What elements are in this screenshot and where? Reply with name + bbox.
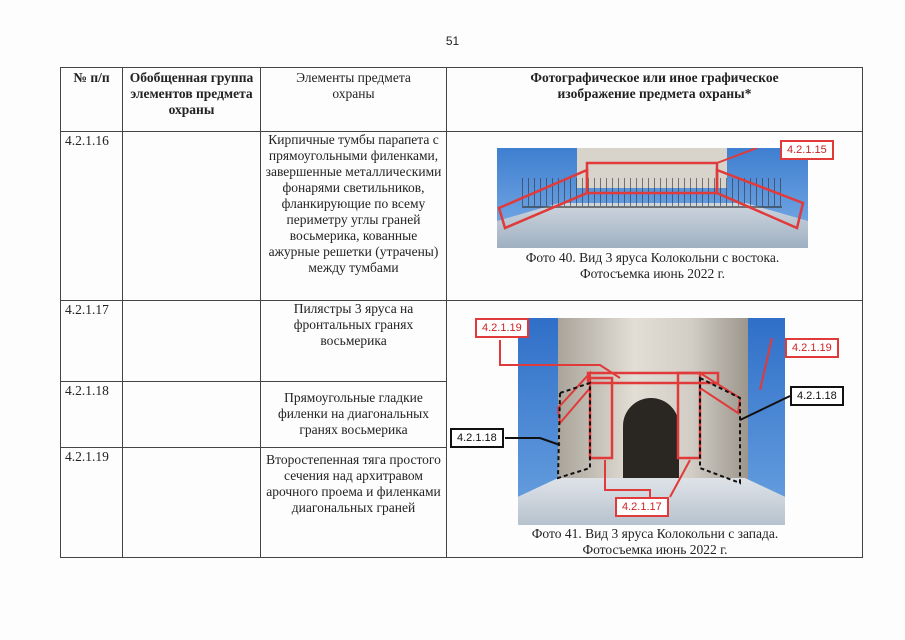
photo-caption: Фото 41. Вид 3 яруса Колокольни с запада. Фотосъемка июнь 2022 г. <box>531 526 779 557</box>
callout-tag: 4.2.1.19 <box>785 338 839 358</box>
row-group <box>122 131 261 301</box>
row-number: 4.2.1.18 <box>60 381 123 448</box>
row-element: Прямоугольные гладкие филенки на диагональных гранях восьмерика <box>260 381 447 448</box>
photo-40-bell-tower-east <box>497 148 808 248</box>
row-number: 4.2.1.16 <box>60 131 123 301</box>
callout-tag: 4.2.1.19 <box>475 318 529 338</box>
header-photo: Фотографическое или иное графическое изображение предмета охраны* <box>446 67 863 132</box>
callout-tag: 4.2.1.15 <box>780 140 834 160</box>
header-group: Обобщенная группа элементов предмета охраны <box>122 67 261 132</box>
header-elements: Элементы предмета охраны <box>260 67 447 132</box>
header-number: № п/п <box>60 67 123 132</box>
photo-41-bell-tower-west <box>518 318 785 525</box>
row-element: Кирпичные тумбы парапета с прямоугольными филенками, завершенные металлическими фонарями светильников, фланкирующие по всему периметру углы граней восьмерика, кованные ажурные решетки (утрачены) между тумбами <box>260 131 447 301</box>
page-number: 51 <box>445 34 460 48</box>
row-group <box>122 447 261 558</box>
row-group <box>122 381 261 448</box>
row-element: Второстепенная тяга простого сечения над архитравом арочного проема и филенками диагональных граней <box>260 447 447 558</box>
row-number: 4.2.1.19 <box>60 447 123 558</box>
row-number: 4.2.1.17 <box>60 300 123 382</box>
callout-tag: 4.2.1.17 <box>615 497 669 517</box>
row-group <box>122 300 261 382</box>
callout-tag: 4.2.1.18 <box>450 428 504 448</box>
row-element: Пилястры 3 яруса на фронтальных гранях восьмерика <box>260 300 447 382</box>
callout-tag: 4.2.1.18 <box>790 386 844 406</box>
photo-caption: Фото 40. Вид 3 яруса Колокольни с востока. Фотосъемка июнь 2022 г. <box>525 250 780 281</box>
